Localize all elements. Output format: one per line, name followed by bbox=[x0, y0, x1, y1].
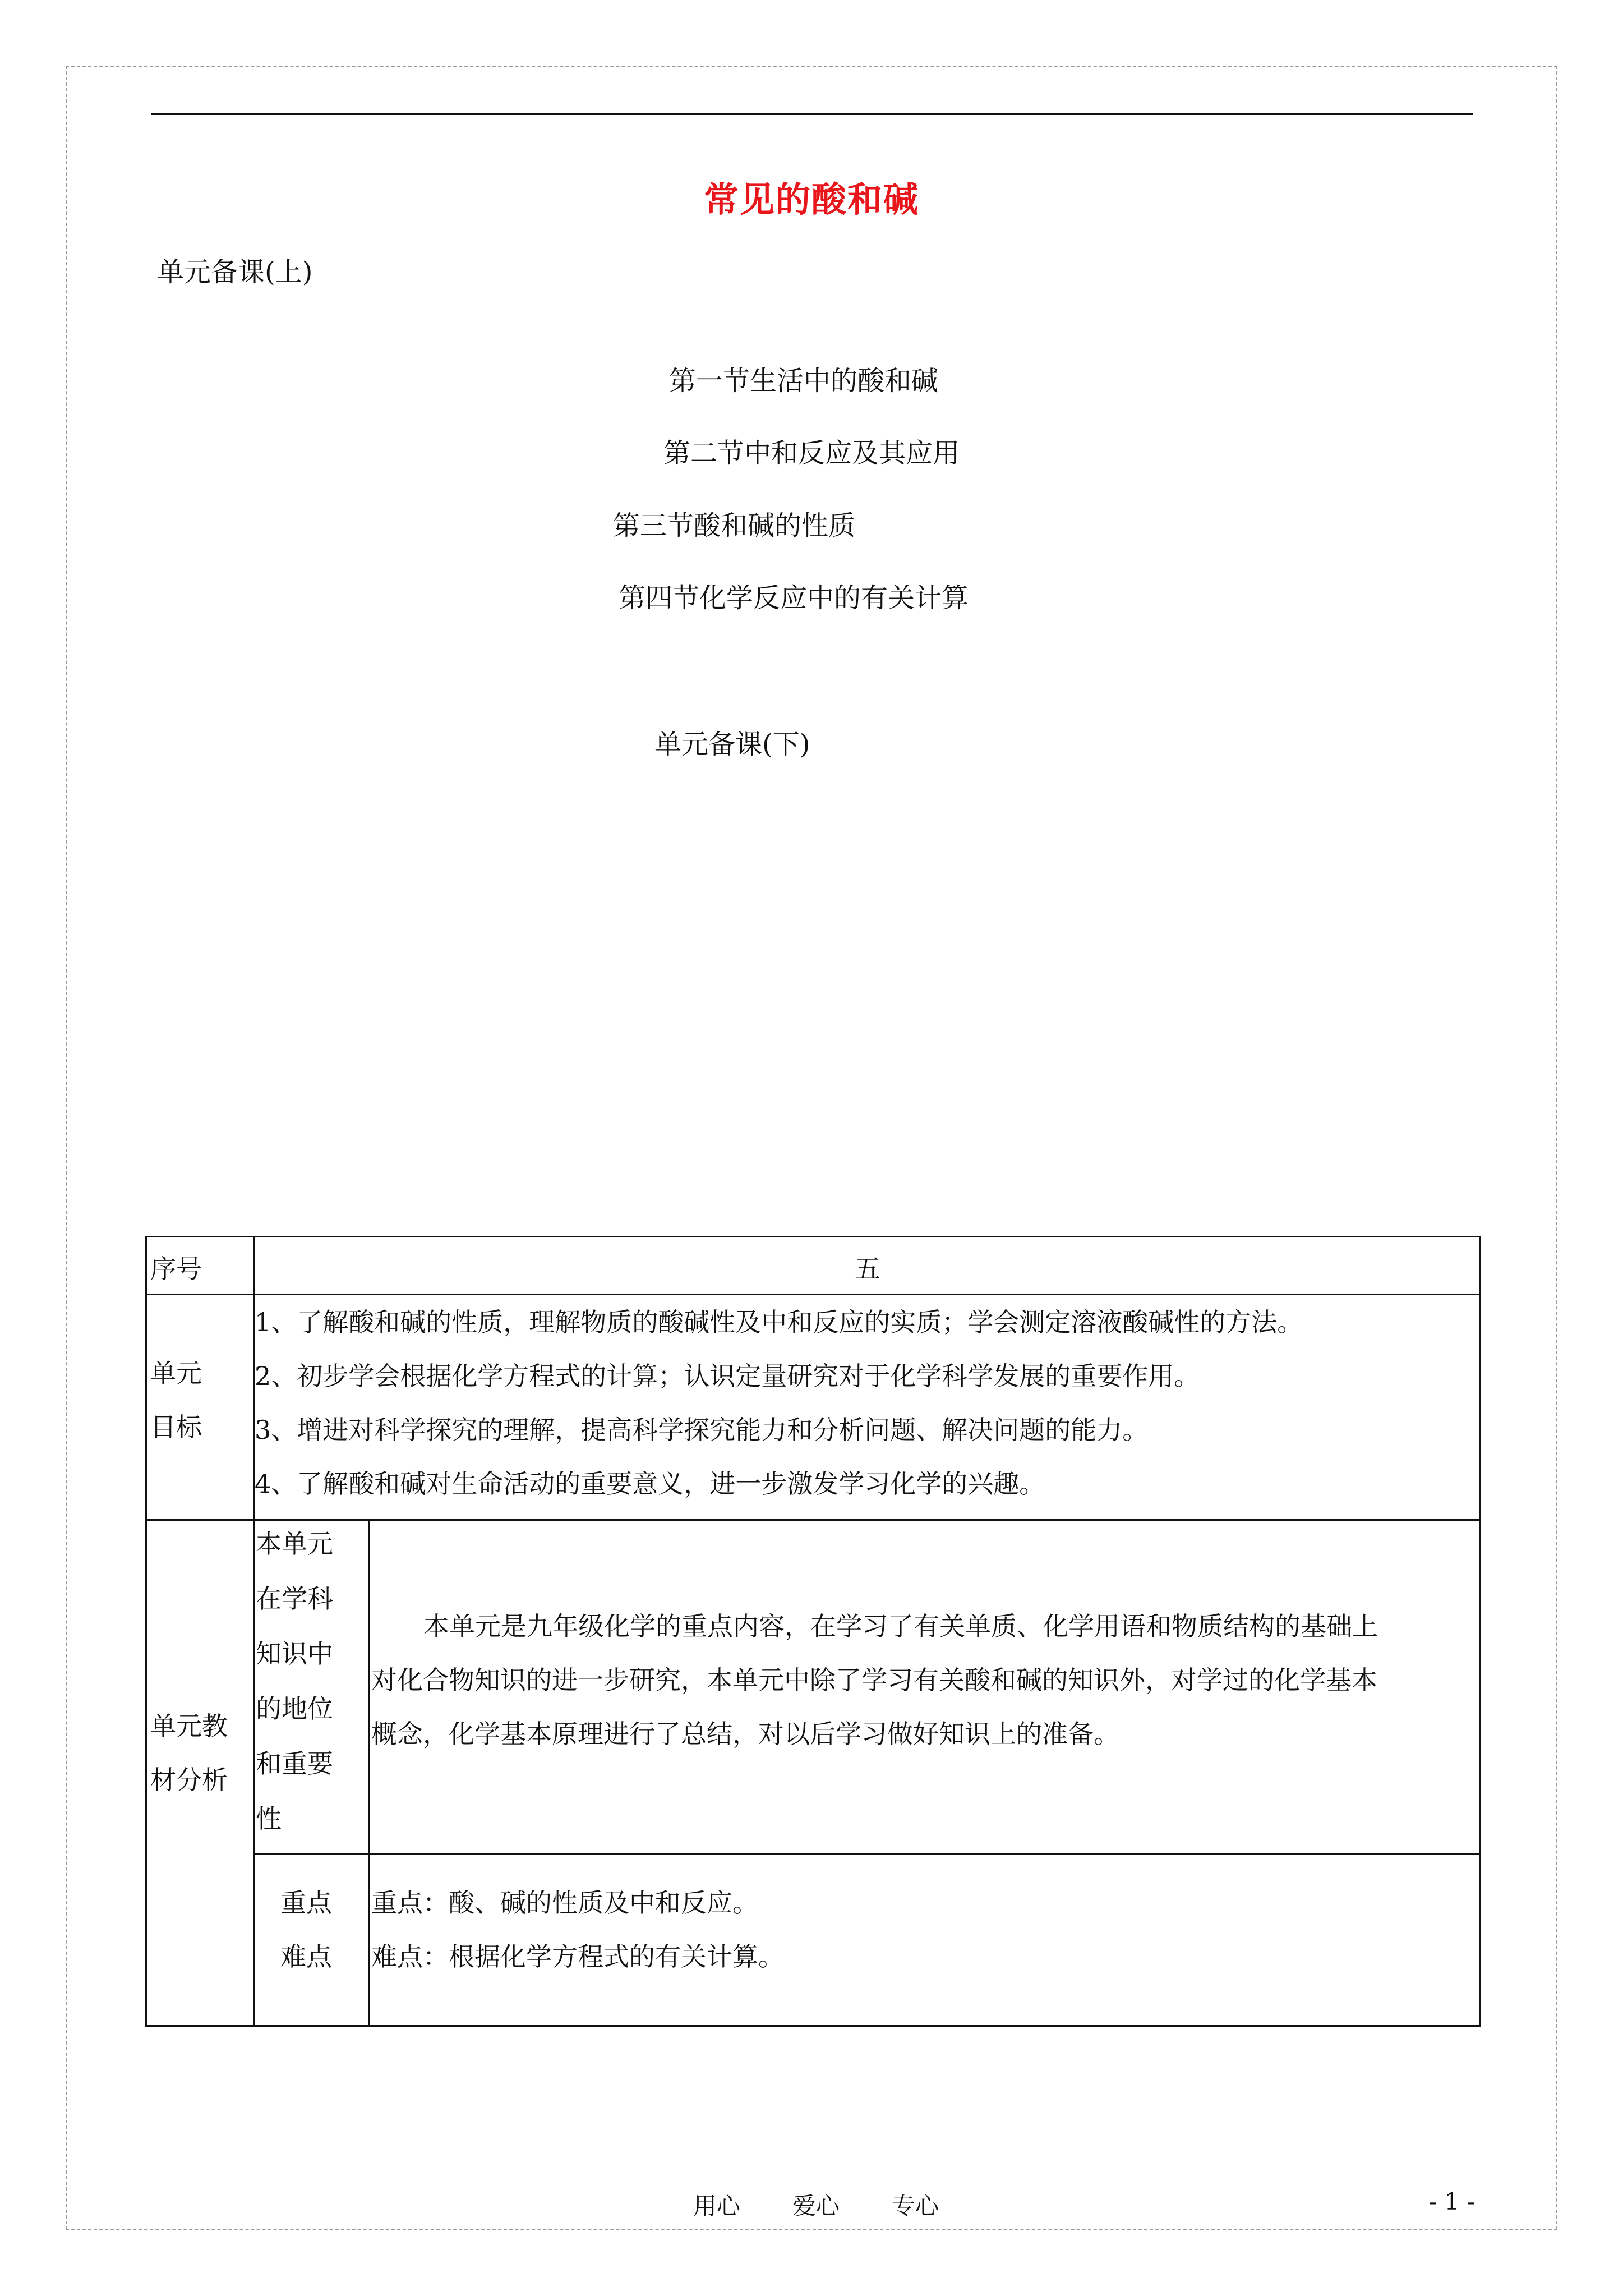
position-text-line2: 对化合物知识的进一步研究，本单元中除了学习有关酸和碱的知识外，对学过的化学基本 bbox=[371, 1665, 1377, 1695]
footer-motto-1: 用心 bbox=[693, 2192, 741, 2220]
unit-table bbox=[145, 1236, 1481, 2027]
unit-prep-lower: 单元备课(下) bbox=[654, 729, 810, 760]
position-label-line5: 和重要 bbox=[256, 1749, 333, 1779]
analysis-label-line2: 材分析 bbox=[150, 1765, 228, 1795]
section-2: 第二节中和反应及其应用 bbox=[663, 438, 960, 469]
goal-item-4: 4、了解酸和碱对生命活动的重要意义，进一步激发学习化学的兴趣。 bbox=[255, 1469, 1045, 1499]
unit-prep-upper: 单元备课(上) bbox=[157, 256, 313, 288]
table-rule-2 bbox=[147, 1519, 1479, 1521]
document-title: 常见的酸和碱 bbox=[703, 179, 919, 220]
serial-value: 五 bbox=[855, 1254, 880, 1284]
table-rule-1 bbox=[147, 1294, 1479, 1295]
serial-label: 序号 bbox=[150, 1254, 202, 1284]
goals-label-line2: 目标 bbox=[150, 1412, 202, 1442]
position-label-line3: 知识中 bbox=[256, 1639, 333, 1669]
goal-item-2: 2、初步学会根据化学方程式的计算；认识定量研究对于化学科学发展的重要作用。 bbox=[255, 1361, 1200, 1391]
section-3: 第三节酸和碱的性质 bbox=[613, 510, 856, 541]
header-rule bbox=[151, 113, 1473, 115]
key-point: 重点：酸、碱的性质及中和反应。 bbox=[371, 1888, 758, 1918]
position-text-line1: 本单元是九年级化学的重点内容，在学习了有关单质、化学用语和物质结构的基础上 bbox=[423, 1611, 1378, 1641]
page-number: - 1 - bbox=[1429, 2188, 1475, 2215]
key-label-line1: 重点 bbox=[280, 1888, 332, 1918]
position-label-line1: 本单元 bbox=[256, 1529, 333, 1559]
position-label-line2: 在学科 bbox=[256, 1584, 333, 1614]
table-rule-3 bbox=[253, 1853, 1479, 1855]
goals-label-line1: 单元 bbox=[150, 1358, 202, 1388]
key-label-line2: 难点 bbox=[280, 1941, 332, 1972]
position-label-line6: 性 bbox=[256, 1803, 282, 1834]
footer-motto-2: 爱心 bbox=[792, 2192, 840, 2220]
goal-item-3: 3、增进对科学探究的理解，提高科学探究能力和分析问题、解决问题的能力。 bbox=[255, 1415, 1149, 1445]
table-col-2 bbox=[368, 1519, 370, 2025]
section-4: 第四节化学反应中的有关计算 bbox=[619, 582, 969, 614]
position-label-line4: 的地位 bbox=[256, 1694, 333, 1724]
analysis-label-line1: 单元教 bbox=[150, 1711, 228, 1741]
position-text-line3: 概念，化学基本原理进行了总结，对以后学习做好知识上的准备。 bbox=[371, 1719, 1119, 1749]
goal-item-1: 1、了解酸和碱的性质，理解物质的酸碱性及中和反应的实质；学会测定溶液酸碱性的方法。 bbox=[255, 1307, 1303, 1337]
section-1: 第一节生活中的酸和碱 bbox=[669, 365, 939, 397]
difficult-point: 难点：根据化学方程式的有关计算。 bbox=[371, 1941, 784, 1972]
footer-motto-3: 专心 bbox=[892, 2192, 939, 2220]
